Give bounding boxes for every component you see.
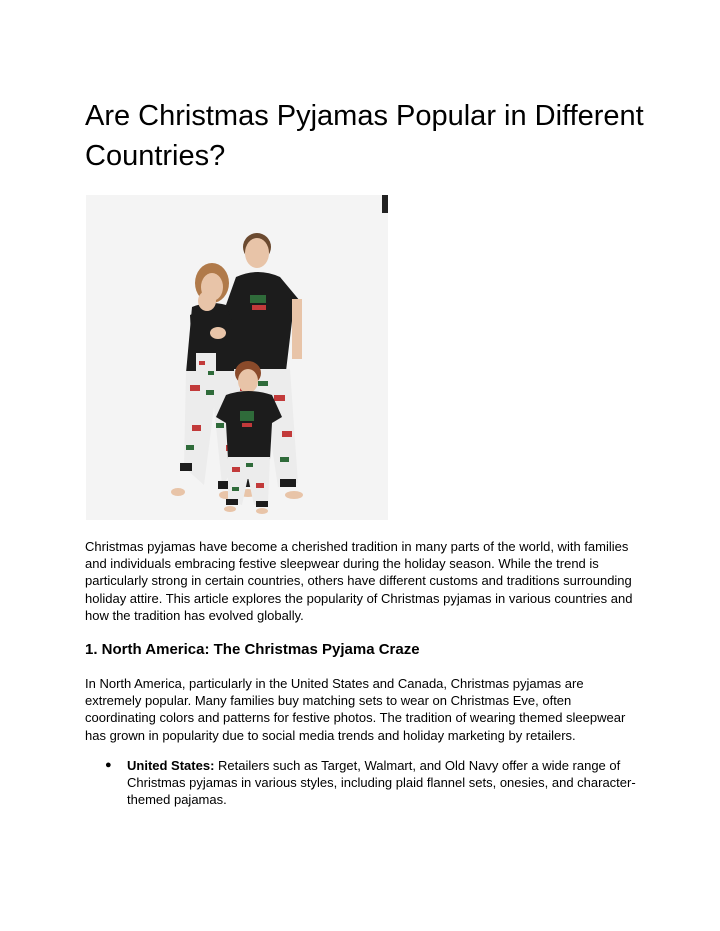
family-pyjamas-photo bbox=[86, 195, 388, 520]
page-title: Are Christmas Pyjamas Popular in Different Countries? bbox=[85, 100, 644, 172]
list-item bbox=[85, 757, 637, 809]
bullet-text: Retailers such as Target, Walmart, and Old Navy offer a wide range of Christmas pyjamas in various styles, including plaid flannel sets, onesies, and character-themed pajamas. bbox=[127, 758, 636, 808]
section-heading-north-america: 1. North America: The Christmas Pyjama Craze bbox=[85, 641, 420, 658]
country-bullet-list bbox=[85, 757, 637, 809]
bullet-marker: ● bbox=[105, 759, 112, 771]
bullet-term: United States: bbox=[127, 758, 215, 773]
intro-paragraph: Christmas pyjamas have become a cherished tradition in many parts of the world, with families and individuals embracing festive sleepwear during the holiday season. While the trend is particularly strong in certain countries, others have different customs and traditions surrounding holiday attire. This article explores the popularity of Christmas pyjamas in various countries and how the tradition has evolved globally. bbox=[85, 539, 633, 623]
north-america-paragraph: In North America, particularly in the United States and Canada, Christmas pyjamas are extremely popular. Many families buy matching sets to wear on Christmas Eve, often coordinating colors and patterns for festive photos. The tradition of wearing themed sleepwear has grown in popularity due to social media trends and holiday marketing by retailers. bbox=[85, 676, 626, 743]
